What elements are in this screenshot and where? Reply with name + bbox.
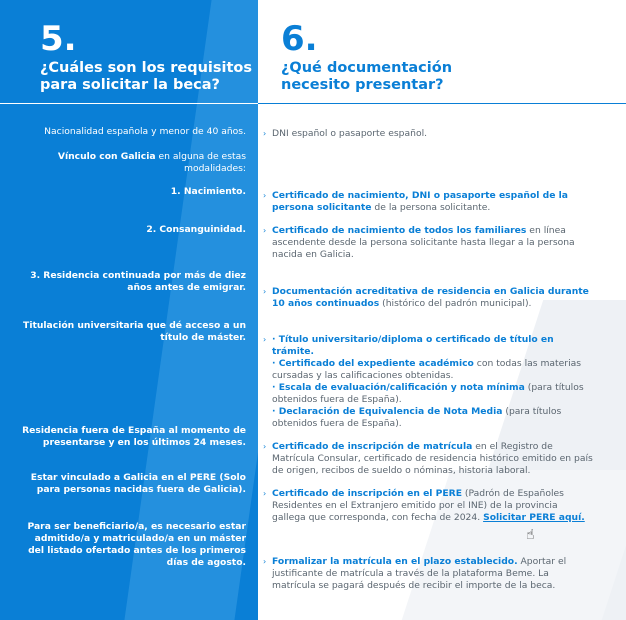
right-divider — [258, 103, 626, 104]
document-text-plain: (histórico del padrón municipal). — [379, 298, 532, 309]
document-text — [272, 441, 593, 477]
document-text — [272, 286, 593, 310]
document-subitem — [272, 358, 593, 382]
document-text — [272, 334, 593, 430]
document-text-plain: (para títulos obtenidos fuera de España). — [272, 406, 562, 429]
document-text-strong: Documentación acreditativa de residencia en Galicia durante 10 años continuados — [272, 286, 589, 309]
document-subitem — [272, 406, 593, 430]
document-text — [272, 556, 593, 592]
document-text-plain: en el Registro de Matrícula Consular, certificado de residencia histórico emitido en país de origen, recibos de sueldo o nóminas, historia laboral. — [272, 441, 593, 476]
document-text — [272, 488, 593, 524]
section-6-title — [281, 60, 452, 94]
chevron-right-icon: › — [263, 287, 267, 296]
requirement-residence-abroad — [16, 425, 246, 449]
document-text-plain: en línea ascendente desde la persona solicitante hasta llegar a la persona nacida en Galicia. — [272, 225, 575, 260]
document-item-family — [263, 225, 593, 261]
document-text-strong: Certificado de nacimiento de todos los familiares — [272, 225, 527, 236]
document-subitem — [272, 334, 593, 358]
document-text — [272, 225, 593, 261]
document-text-plain: DNI español o pasaporte español. — [272, 128, 428, 139]
document-text-strong: Certificado de inscripción de matrícula — [272, 441, 473, 452]
requirement-consanguinity — [16, 224, 246, 236]
chevron-right-icon: › — [263, 226, 267, 235]
document-item-residence — [263, 286, 593, 310]
document-text-strong: · Certificado del expediente académico — [272, 358, 474, 369]
document-subitem — [272, 382, 593, 406]
section-5-number: 5. — [40, 19, 77, 59]
requirement-text: Nacionalidad española y menor de 40 años. — [44, 126, 246, 137]
requirement-text: en alguna de estas modalidades: — [155, 151, 246, 174]
section-5-title — [40, 60, 252, 94]
document-text-strong: · Declaración de Equivalencia de Nota Media — [272, 406, 503, 417]
requirement-degree — [16, 320, 246, 344]
chevron-right-icon: › — [263, 335, 267, 344]
hand-pointer-icon: ☝ — [526, 527, 535, 543]
document-text-strong: · Título universitario/diploma o certificado de título en trámite. — [272, 334, 554, 357]
requirement-birth — [16, 186, 246, 198]
requirement-strong: 2. Consanguinidad. — [146, 224, 246, 235]
requirement-strong: Titulación universitaria que dé acceso a un título de máster. — [23, 320, 246, 343]
document-item-consular — [263, 441, 593, 477]
requirement-nationality — [16, 126, 246, 138]
chevron-right-icon: › — [263, 557, 267, 566]
requirement-galicia-link — [16, 151, 246, 175]
document-item-birth — [263, 190, 593, 214]
requirement-residence — [16, 270, 246, 294]
chevron-right-icon: › — [263, 489, 267, 498]
document-item-enrollment — [263, 556, 593, 592]
section-5-title-line1: ¿Cuáles son los requisitos — [40, 60, 252, 76]
document-text-plain: (para títulos obtenidos fuera de España). — [272, 382, 584, 405]
document-text-plain: (Padrón de Españoles Residentes en el Extranjero emitido por el INE) de la provincia gallega que corresponda, con fecha de 2024. — [272, 488, 564, 523]
section-5-title-line2: para solicitar la beca? — [40, 77, 220, 93]
document-text-strong: Certificado de nacimiento, DNI o pasaporte español de la persona solicitante — [272, 190, 568, 213]
document-text-strong: Certificado de inscripción en el PERE — [272, 488, 463, 499]
requirement-strong: Para ser beneficiario/a, es necesario estar admitido/a y matriculado/a en un máster del listado ofertado antes de los primeros días de agosto. — [27, 521, 246, 568]
document-text-plain: de la persona solicitante. — [371, 202, 491, 213]
document-item-dni — [263, 128, 593, 140]
chevron-right-icon: › — [263, 442, 267, 451]
chevron-right-icon: › — [263, 129, 267, 138]
requirement-strong: 3. Residencia continuada por más de diez años antes de emigrar. — [30, 270, 246, 293]
requirement-strong: Vínculo con Galicia — [57, 151, 156, 162]
requirement-pere — [16, 472, 246, 496]
section-6-title-line2: necesito presentar? — [281, 77, 444, 93]
left-divider — [0, 103, 258, 104]
document-item-degree — [263, 334, 593, 430]
document-item-pere — [263, 488, 593, 524]
document-text — [272, 128, 593, 140]
document-text-plain: con todas las materias cursadas y las calificaciones obtenidas. — [272, 358, 582, 381]
requirement-strong: Estar vinculado a Galicia en el PERE (Solo para personas nacidas fuera de Galicia). — [30, 472, 246, 495]
requirement-enrollment — [16, 521, 246, 569]
solicitar-pere-link[interactable]: Solicitar PERE aquí. — [483, 512, 585, 523]
document-text-strong: Formalizar la matrícula en el plazo establecido. — [272, 556, 518, 567]
section-6-number: 6. — [281, 19, 318, 59]
document-text-strong: · Escala de evaluación/calificación y nota mínima — [272, 382, 525, 393]
section-6-title-line1: ¿Qué documentación — [281, 60, 453, 76]
document-text-plain: Aportar el justificante de matrícula a través de la plataforma Beme. La matrícula se pagará después de recibir el importe de la beca. — [272, 556, 567, 591]
chevron-right-icon: › — [263, 191, 267, 200]
document-text — [272, 190, 593, 214]
requirement-strong: Residencia fuera de España al momento de presentarse y en los últimos 24 meses. — [22, 425, 246, 448]
requirement-strong: 1. Nacimiento. — [170, 186, 246, 197]
